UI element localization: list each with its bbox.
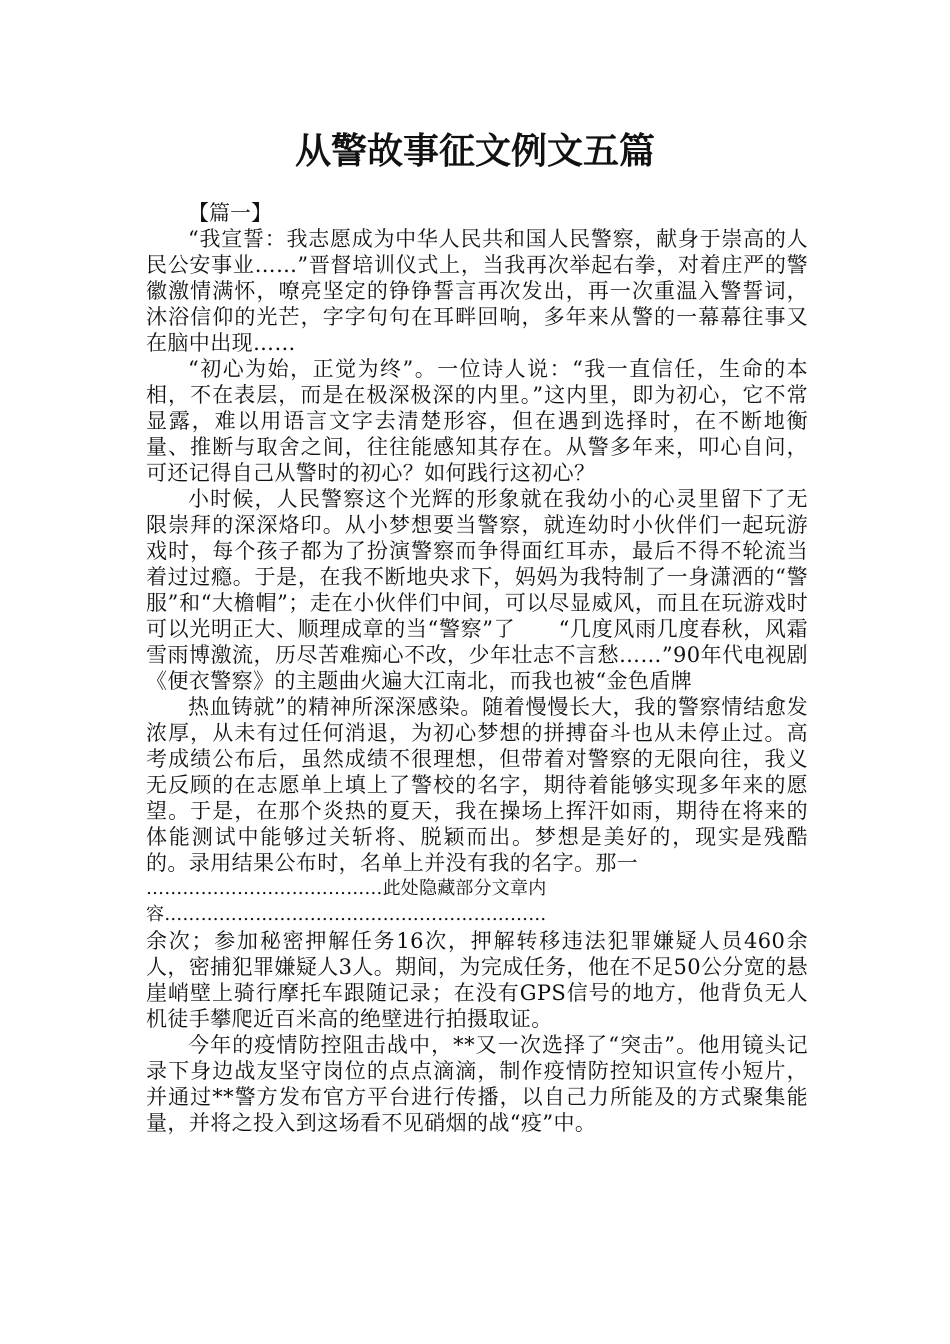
paragraph: 热血铸就”的精神所深深感染。随着慢慢长大，我的警察情结愈发浓厚，从未有过任何消退，为初心梦想的拼搏奋斗也从未停止过。高考成绩公布后，虽然成绩不很理想，但带着对警察的无限向往，我义无反顾的在志愿单上填上了警校的名字，期待着能够实现多年来的愿望。于是，在那个炎热的夏天，我在操场上挥汗如雨，期待在将来的体能测试中能够过关斩将、脱颖而出。梦想是美好的，现实是残酷的。录用结果公布时，名单上并没有我的名字。那一 (146, 695, 808, 875)
document-body (146, 200, 808, 1136)
section-label: 【篇一】 (188, 201, 272, 225)
paragraph: 今年的疫情防控阻击战中，**又一次选择了“突击”。他用镜头记录下身边战友坚守岗位的点点滴滴，制作疫情防控知识宣传小短片，并通过**警方发布官方平台进行传播，以自己力所能及的方式聚集能量，并将之投入到这场看不见硝烟的战“疫”中。 (146, 1033, 808, 1135)
paragraph: 余次；参加秘密押解任务16次，押解转移违法犯罪嫌疑人员460余人，密捕犯罪嫌疑人3人。期间，为完成任务，他在不足50公分宽的悬崖峭壁上骑行摩托车跟随记录；在没有GPS信号的地方，他背负无人机徒手攀爬近百米高的绝壁进行拍摄取证。 (146, 929, 808, 1031)
paragraph: 小时候，人民警察这个光辉的形象就在我幼小的心灵里留下了无限崇拜的深深烙印。从小梦想要当警察，就连幼时小伙伴们一起玩游戏时，每个孩子都为了扮演警察而争得面红耳赤，最后不得不轮流当着过过瘾。于是，在我不断地央求下，妈妈为我特制了一身潇洒的“警服”和“大檐帽”；走在小伙伴们中间，可以尽显威风，而且在玩游戏时可以光明正大、顺理成章的当“警察”了 “几度风雨几度春秋，风霜雪雨博激流，历尽苦难痴心不改，少年壮志不言愁……”90年代电视剧《便衣警察》的主题曲火遍大江南北，而我也被“金色盾牌 (146, 487, 808, 693)
paragraph: “我宣誓：我志愿成为中华人民共和国人民警察，献身于崇高的人民公安事业……”晋督培训仪式上，当我再次举起右拳，对着庄严的警徽激情满怀，嘹亮坚定的铮铮誓言再次发出，再一次重温入警誓词，沐浴信仰的光芒，字字句句在耳畔回响，多年来从警的一幕幕往事又在脑中出现…… (146, 227, 808, 355)
hidden-content-notice: …………………………………此处隐藏部分文章内容……………………………………………………… (146, 878, 547, 925)
paragraph: “初心为始，正觉为终”。一位诗人说：“我一直信任，生命的本相，不在表层，而是在极深极深的内里。”这内里，即为初心，它不常显露，难以用语言文字去清楚形容，但在遇到选择时，在不断地衡量、推断与取舍之间，往往能感知其存在。从警多年来，叩心自问，可还记得自己从警时的初心？如何践行这初心？ (146, 357, 808, 485)
document-title: 从警故事征文例文五篇 (294, 131, 655, 172)
